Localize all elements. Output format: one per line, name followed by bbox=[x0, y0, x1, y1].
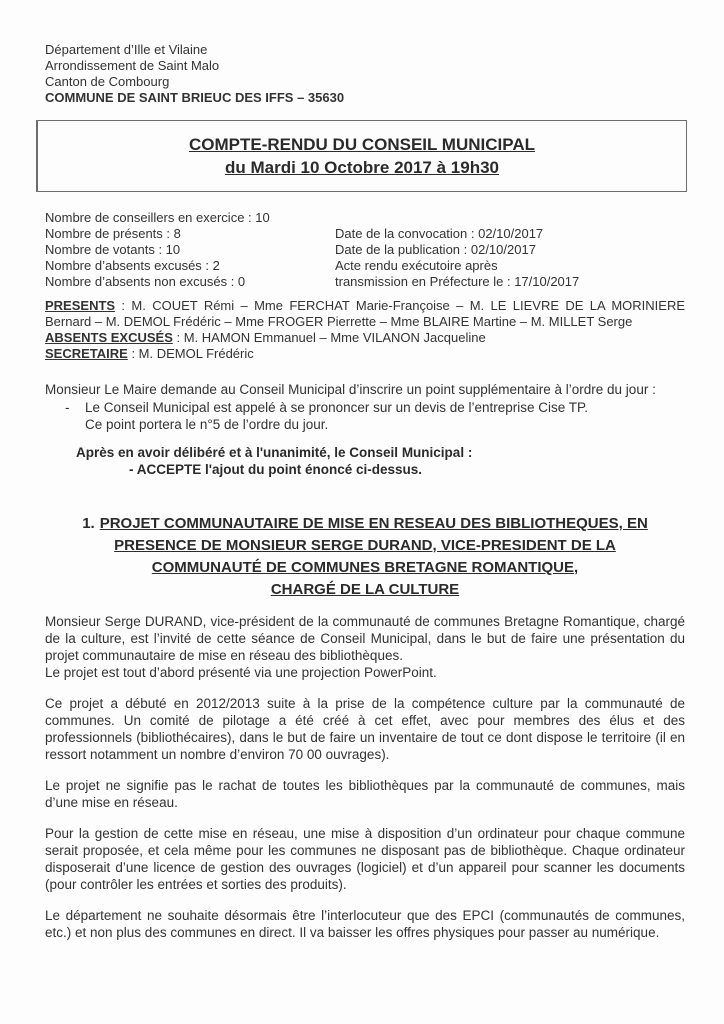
document-title: COMPTE-RENDU DU CONSEIL MUNICIPAL bbox=[189, 135, 535, 154]
secretary-row bbox=[45, 346, 685, 362]
presents-row bbox=[45, 298, 685, 330]
paragraph-5: Le département ne souhaite désormais être l’interlocuteur que des EPCI (communautés de communes, etc.) et non plus des communes en direct. Il va baisser les offres physiques pour passer au numérique. bbox=[45, 908, 685, 940]
secretary-label: SECRETAIRE bbox=[45, 346, 128, 361]
heading-line-1: 1. PROJET COMMUNAUTAIRE DE MISE EN RESEAU DES BIBLIOTHEQUES, EN bbox=[82, 515, 648, 532]
paragraph-1b: Le projet est tout d’abord présenté via une projection PowerPoint. bbox=[45, 665, 437, 680]
letterhead-commune: COMMUNE DE SAINT BRIEUC DES IFFS – 35630 bbox=[45, 90, 345, 105]
presents-label: PRESENTS bbox=[45, 298, 116, 313]
order-item-line2: Ce point portera le n°5 de l’ordre du jour. bbox=[85, 417, 329, 432]
paragraph-4: Pour la gestion de cette mise en réseau, une mise à disposition d’un ordinateur pour chaque commune serait proposée, et cela même pour les communes ne disposant pas de bibliothèque. Chaque ordinateur disposerait d’une licence de gestion des ouvrages (logiciel) et d’un appareil pour scanner les documents (pour contrôler les entrées et sorties des produits). bbox=[45, 826, 685, 892]
presents-names: : M. COUET Rémi – Mme FERCHAT Marie-Françoise – M. LE LIEVRE DE LA MORINIERE Bernard – M. DEMOL Frédéric – Mme FROGER Pierrette – Mme BLAIRE Martine – M. MILLET Serge bbox=[45, 298, 685, 329]
order-addition-item bbox=[45, 399, 685, 433]
stat-conseillers: Nombre de conseillers en exercice : 10 bbox=[45, 210, 270, 225]
date-convocation: Date de la convocation : 02/10/2017 bbox=[335, 226, 544, 241]
paragraph-1a: Monsieur Serge DURAND, vice-président de la communauté de communes Bretagne Romantique, chargé de la culture, est l’invité de cette séance de Conseil Municipal, dans le but de faire une présentation du projet communautaire de mise en réseau des bibliothèques. bbox=[45, 614, 685, 663]
list-dash: - bbox=[65, 400, 70, 415]
title-box bbox=[36, 120, 687, 192]
heading-line-2: PRESENCE DE MONSIEUR SERGE DURAND, VICE-PRESIDENT DE LA bbox=[114, 537, 616, 554]
stats-right-column bbox=[335, 226, 579, 290]
absents-label: ABSENTS EXCUSÉS bbox=[45, 330, 173, 345]
absents-names: : M. HAMON Emmanuel – Mme VILANON Jacqueline bbox=[172, 330, 486, 345]
stat-absents-excuses: Nombre d’absents excusés : 2 bbox=[45, 258, 220, 273]
letterhead-departement: Département d’Ille et Vilaine bbox=[45, 42, 208, 57]
secretary-name: : M. DEMOL Frédéric bbox=[127, 346, 254, 361]
paragraph-1-group bbox=[45, 613, 685, 681]
document-date: du Mardi 10 Octobre 2017 à 19h30 bbox=[224, 158, 499, 177]
meeting-stats bbox=[45, 210, 685, 290]
stat-presents: Nombre de présents : 8 bbox=[45, 226, 181, 241]
letterhead-arrondissement: Arrondissement de Saint Malo bbox=[45, 58, 220, 73]
heading-line-3: COMMUNAUTÉ DE COMMUNES BRETAGNE ROMANTIQUE, bbox=[151, 559, 579, 576]
acte-executoire-line1: Acte rendu exécutoire après bbox=[335, 258, 498, 273]
stat-absents-non-excuses: Nombre d’absents non excusés : 0 bbox=[45, 274, 246, 289]
stat-votants: Nombre de votants : 10 bbox=[45, 242, 181, 257]
decision-statement: Après en avoir délibéré et à l'unanimité, le Conseil Municipal : bbox=[76, 445, 473, 460]
attendance-block bbox=[45, 298, 685, 362]
list-text bbox=[85, 399, 685, 433]
acte-executoire-line2: transmission en Préfecture le : 17/10/2017 bbox=[335, 274, 580, 289]
section-number: 1. bbox=[82, 515, 95, 532]
paragraph-3: Le projet ne signifie pas le rachat de toutes les bibliothèques par la communauté de communes, mais d’une mise en réseau. bbox=[45, 778, 685, 810]
date-publication: Date de la publication : 02/10/2017 bbox=[335, 242, 536, 257]
order-item-line1: Le Conseil Municipal est appelé à se prononcer sur un devis de l’entreprise Cise TP. bbox=[85, 400, 589, 415]
letterhead-canton: Canton de Combourg bbox=[45, 74, 170, 89]
letterhead bbox=[45, 42, 685, 106]
absents-row bbox=[45, 330, 685, 346]
section-1-heading bbox=[55, 513, 675, 601]
decision-result: - ACCEPTE l'ajout du point énoncé ci-dessus. bbox=[129, 462, 422, 477]
order-addition-intro: Monsieur Le Maire demande au Conseil Municipal d’inscrire un point supplémentaire à l’ordre du jour : bbox=[45, 382, 656, 397]
paragraph-2: Ce projet a débuté en 2012/2013 suite à la prise de la compétence culture par la communauté de communes. Un comité de pilotage a été créé à cet effet, avec pour membres des élus et des professionnels (bibliothécaires), dans le but de faire un inventaire de tout ce dont dispose le territoire (il en ressort notamment un nombre d’environ 70 00 ouvrages). bbox=[45, 696, 685, 762]
decision-block bbox=[45, 444, 685, 478]
heading-line-4: CHARGÉ DE LA CULTURE bbox=[270, 581, 460, 598]
